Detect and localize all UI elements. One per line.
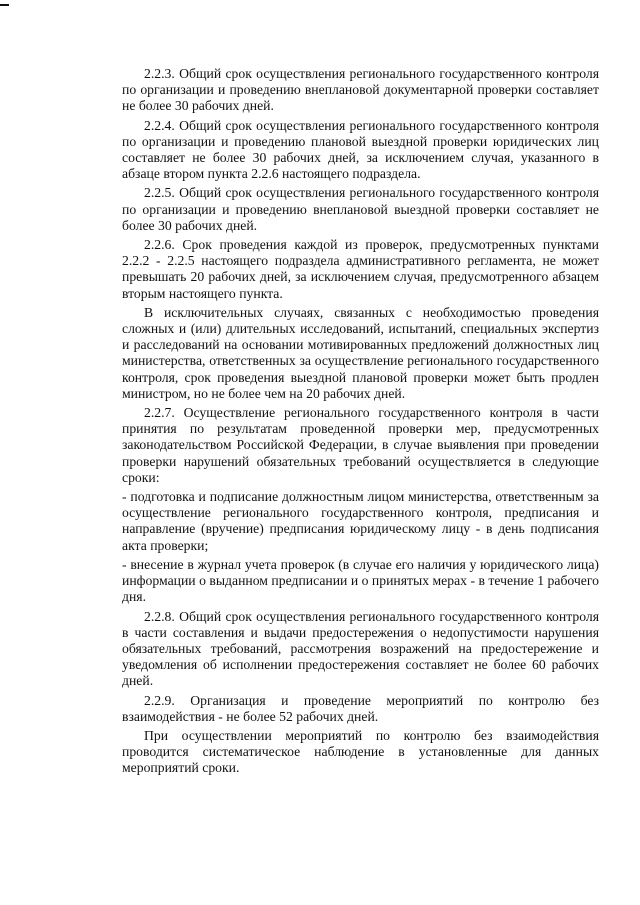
paragraph-2-2-5: 2.2.5. Общий срок осуществления регионального государственного контроля по организации и проведению внеплановой выездной проверки составляет не более 30 рабочих дней. [122,185,599,233]
paragraph-2-2-6: 2.2.6. Срок проведения каждой из проверок, предусмотренных пунктами 2.2.2 - 2.2.5 настоящего подраздела административного регламента, не может превышать 20 рабочих дней, за исключением случая, предусмотренного абзацем вторым настоящего пункта. [122,237,599,301]
paragraph-2-2-8: 2.2.8. Общий срок осуществления регионального государственного контроля в части составления и выдачи предостережения о недопустимости нарушения обязательных требований, рассмотрения возражений на предостережение и уведомления об исполнении предостережения составляет не более 60 рабочих дней. [122,608,599,689]
paragraph-2-2-9: 2.2.9. Организация и проведение мероприятий по контролю без взаимодействия - не более 52 рабочих дней. [122,692,599,724]
list-item: - подготовка и подписание должностным лицом министерства, ответственным за осуществление регионального государственного контроля, предписания и направление (вручение) предписания юридическому лицу - в день подписания акта проверки; [122,489,599,553]
document-page [122,66,599,780]
list-item: - внесение в журнал учета проверок (в случае его наличия у юридического лица) информации о выданном предписании и о принятых мерах - в течение 1 рабочего дня. [122,556,599,605]
paragraph-2-2-3: 2.2.3. Общий срок осуществления регионального государственного контроля по организации и проведению внеплановой документарной проверки составляет не более 30 рабочих дней. [122,66,599,114]
paragraph-exceptional-cases: В исключительных случаях, связанных с необходимостью проведения сложных и (или) длительных исследований, испытаний, специальных экспертиз и расследований на основании мотивированных предложений должностных лиц министерства, ответственных за осуществление регионального государственного контроля, срок проведения выездной плановой проверки может быть продлен министром, но не более чем на 20 рабочих дней. [122,304,599,401]
corner-mark [0,4,9,6]
paragraph-2-2-7: 2.2.7. Осуществление регионального государственного контроля в части принятия по результатам проведенной проверки мер, предусмотренных законодательством Российской Федерации, в случае выявления при проведении проверки нарушений обязательных требований осуществляется в следующие сроки: [122,405,599,485]
paragraph-2-2-4: 2.2.4. Общий срок осуществления регионального государственного контроля по организации и проведению плановой выездной проверки юридических лиц составляет не более 30 рабочих дней, за исключением случая, указанного в абзаце втором пункта 2.2.6 настоящего подраздела. [122,117,599,182]
paragraph-systematic-observation: При осуществлении мероприятий по контролю без взаимодействия проводится систематическое наблюдение в установленные для данных мероприятий сроки. [122,727,599,776]
